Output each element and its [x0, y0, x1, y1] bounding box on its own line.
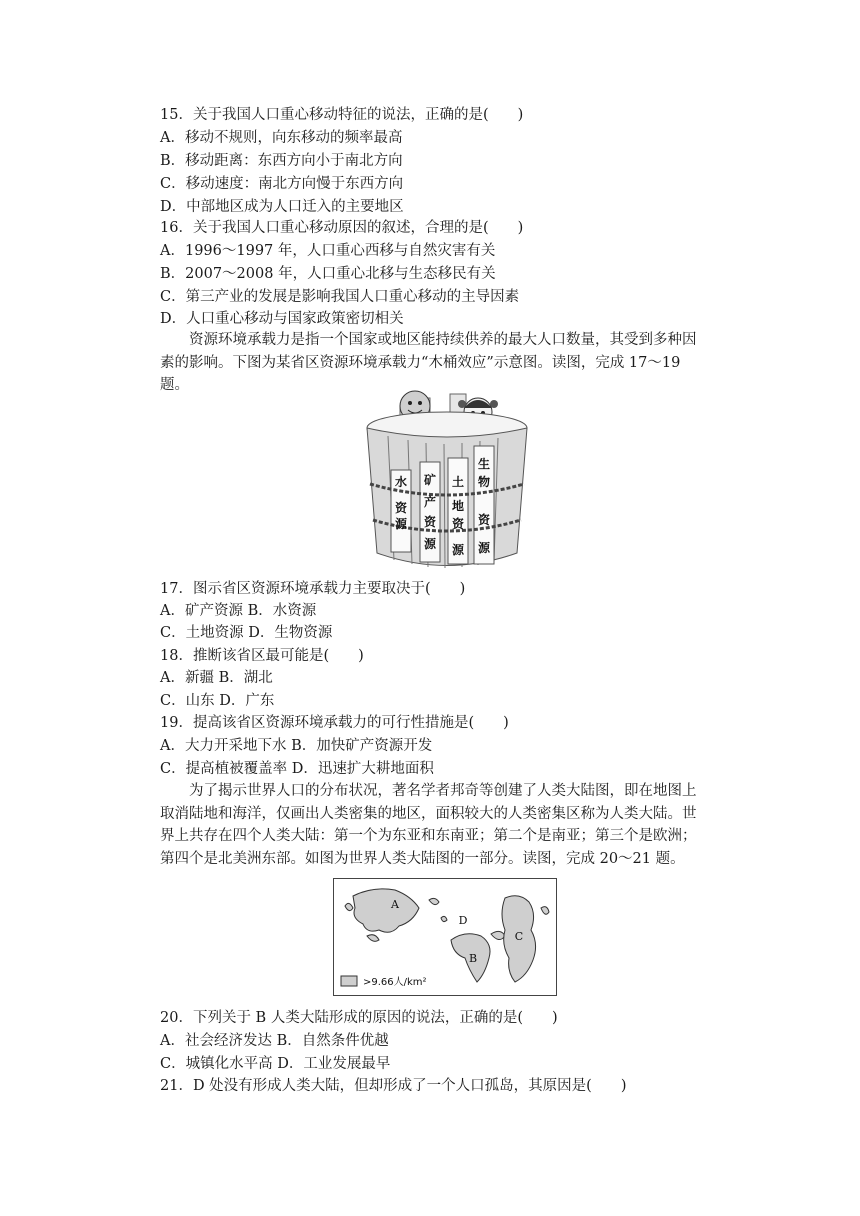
question-20-options-cd: C．城镇化水平高 D．工业发展最早	[160, 1056, 391, 1072]
question-15-stem: 15．关于我国人口重心移动特征的说法，正确的是( )	[160, 107, 524, 123]
question-15-option-a: A．移动不规则，向东移动的频率最高	[160, 130, 403, 146]
question-20-stem: 20．下列关于 B 人类大陆形成的原因的说法，正确的是( )	[160, 1010, 558, 1026]
question-19-stem: 19．提高该省区资源环境承载力的可行性措施是( )	[160, 715, 509, 731]
stave-water-label-3: 源	[394, 517, 408, 531]
question-20-options-ab: A．社会经济发达 B．自然条件优越	[160, 1033, 389, 1049]
question-18-options-cd: C．山东 D．广东	[160, 693, 275, 709]
stave-land-label-4: 源	[451, 543, 465, 557]
stave-mineral-label-1: 矿	[423, 473, 437, 487]
question-17-options-ab: A．矿产资源 B．水资源	[160, 603, 317, 619]
question-16-option-b: B．2007～2008 年，人口重心北移与生态移民有关	[160, 266, 496, 282]
question-16-option-a: A．1996～1997 年，人口重心西移与自然灾害有关	[160, 243, 496, 259]
stave-mineral-label-4: 源	[423, 537, 437, 551]
stave-bio-label-3: 资	[477, 513, 491, 527]
stave-land-label-3: 资	[451, 517, 465, 531]
question-17-stem: 17．图示省区资源环境承载力主要取决于( )	[160, 581, 466, 597]
stave-mineral-label-3: 资	[423, 515, 437, 529]
question-17-options-cd: C．土地资源 D．生物资源	[160, 625, 333, 641]
question-15-option-c: C．移动速度：南北方向慢于东西方向	[160, 176, 404, 192]
legend-swatch	[341, 976, 357, 986]
passage-barrel-intro: 资源环境承载力是指一个国家或地区能持续供养的最大人口数量，其受到多种因素的影响。下图为某省区资源环境承载力“木桶效应”示意图。读图，完成 17～19 题。	[160, 332, 697, 393]
passage-human-continent-intro: 为了揭示世界人口的分布状况，著名学者邦奇等创建了人类大陆图，即在地图上取消陆地和海洋，仅画出人类密集的地区，面积较大的人类密集区称为人类大陆。世界上共存在四个人类大陆：第一个为东亚和东南亚；第二个是南亚；第三个是欧洲；第四个是北美洲东部。如图为世界人类大陆图的一部分。读图，完成 20～21 题。	[160, 783, 697, 867]
question-16-option-c: C．第三产业的发展是影响我国人口重心移动的主导因素	[160, 289, 520, 305]
question-18-options-ab: A．新疆 B．湖北	[160, 670, 273, 686]
map-illustration	[333, 878, 557, 996]
question-21-stem: 21．D 处没有形成人类大陆，但却形成了一个人口孤岛，其原因是( )	[160, 1078, 627, 1094]
stave-mineral-label-2: 产	[423, 495, 437, 509]
stave-land-label-2: 地	[451, 499, 465, 513]
stave-water-label-2: 资	[394, 501, 408, 515]
question-15-option-d: D．中部地区成为人口迁入的主要地区	[160, 199, 404, 215]
stave-bio-label-1: 生	[477, 457, 491, 471]
stave-bio-label-4: 源	[477, 541, 491, 555]
map-label-c: C	[514, 930, 524, 943]
barrel-figure	[360, 388, 535, 570]
stave-water-label-1: 水	[394, 475, 408, 489]
map-label-b: B	[468, 952, 478, 965]
human-continent-map	[333, 878, 557, 996]
question-16-option-d: D．人口重心移动与国家政策密切相关	[160, 311, 404, 327]
question-19-options-ab: A．大力开采地下水 B．加快矿产资源开发	[160, 738, 433, 754]
legend-text: >9.66人/km²	[363, 977, 427, 988]
map-label-d: D	[458, 914, 468, 927]
question-16-stem: 16．关于我国人口重心移动原因的叙述，合理的是( )	[160, 220, 524, 236]
question-19-options-cd: C．提高植被覆盖率 D．迅速扩大耕地面积	[160, 761, 434, 777]
stave-bio-label-2: 物	[477, 475, 491, 489]
question-15-option-b: B．移动距离：东西方向小于南北方向	[160, 153, 403, 169]
map-label-a: A	[391, 898, 399, 911]
question-18-stem: 18．推断该省区最可能是( )	[160, 648, 364, 664]
barrel-illustration	[360, 388, 535, 570]
stave-land-label-1: 土	[451, 475, 465, 489]
